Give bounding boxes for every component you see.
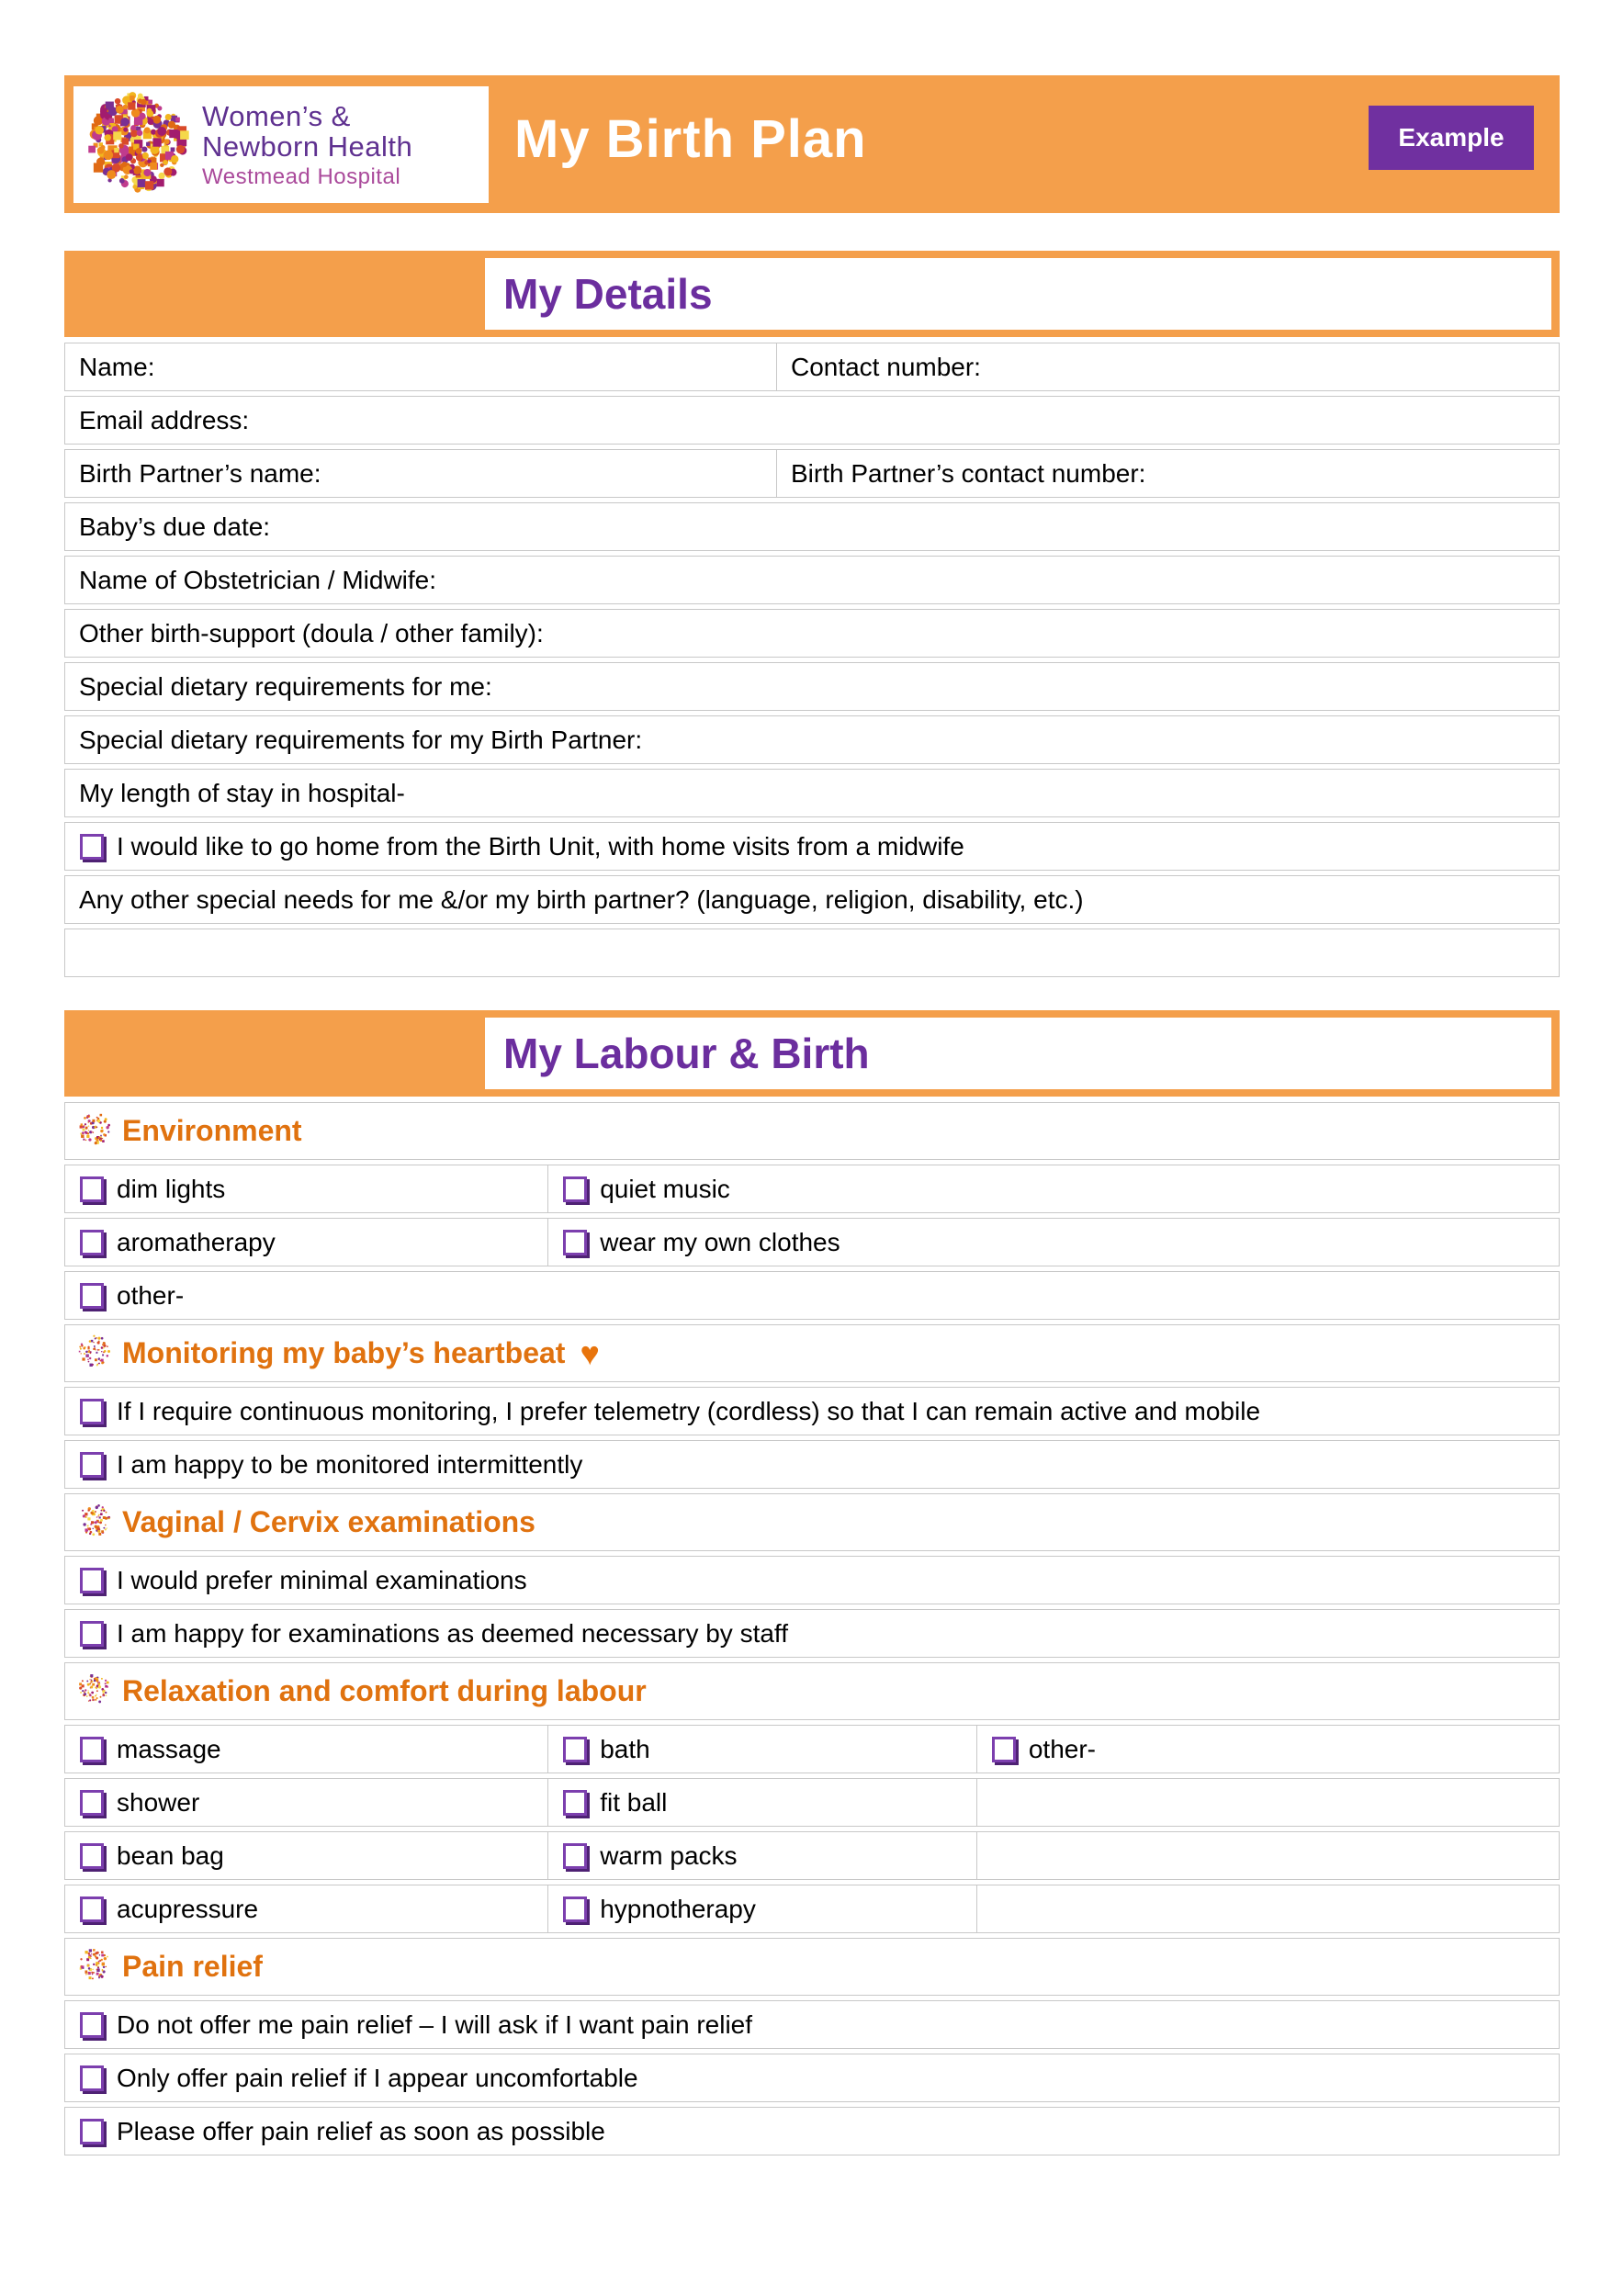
field-label: Do not offer me pain relief – I will ask if I want pain relief: [117, 2009, 753, 2039]
subsection-title: Monitoring my baby’s heartbeat: [122, 1336, 566, 1369]
subsection-header-monitoring-my-baby-s-heartbeat: [64, 1324, 1560, 1382]
table-cell: [65, 876, 1559, 923]
table-row: [64, 1725, 1560, 1773]
field-label: Any other special needs for me &/or my birth partner? (language, religion, disability, etc.): [79, 884, 1084, 914]
my-details-band: [64, 251, 1560, 337]
field-label: warm packs: [600, 1840, 738, 1870]
field-label: Special dietary requirements for me:: [79, 671, 492, 701]
logo-org-line1: Women’s &: [202, 99, 351, 132]
table-cell: [65, 2001, 1559, 2048]
heart-icon: ♥: [580, 1334, 600, 1372]
table-row: [64, 1218, 1560, 1266]
field-label: bath: [600, 1734, 650, 1763]
checkbox-warm-packs[interactable]: [563, 1843, 587, 1869]
table-cell: [547, 1165, 1559, 1212]
table-cell: [547, 1779, 976, 1826]
checkbox-massage[interactable]: [80, 1737, 104, 1762]
table-cell: [65, 823, 1559, 870]
field-label: Special dietary requirements for my Birth Partner:: [79, 725, 643, 754]
table-cell: [65, 929, 1559, 976]
checkbox-quiet-music[interactable]: [563, 1176, 587, 1202]
table-row: [64, 875, 1560, 924]
table-cell: [547, 1726, 976, 1773]
table-cell: [547, 1219, 1559, 1266]
field-label: Baby’s due date:: [79, 512, 271, 541]
table-cell: [65, 1272, 1559, 1319]
table-cell: [65, 1885, 547, 1932]
checkbox-other[interactable]: [80, 1283, 104, 1309]
table-row: [64, 1831, 1560, 1880]
table-row: [64, 822, 1560, 871]
field-label: fit ball: [600, 1787, 668, 1817]
logo-mosaic-icon: [86, 91, 189, 198]
table-cell: [776, 343, 1559, 390]
table-cell: [65, 450, 776, 497]
checkbox-wear-my-own-clothes[interactable]: [563, 1230, 587, 1255]
table-cell: [65, 1726, 547, 1773]
mosaic-icon: [78, 1503, 111, 1541]
mosaic-icon: [78, 1948, 111, 1986]
field-label: Email address:: [79, 405, 250, 434]
checkbox-other[interactable]: [992, 1737, 1016, 1762]
field-label: Name:: [79, 352, 155, 381]
field-label: If I require continuous monitoring, I prefer telemetry (cordless) so that I can remain active and mobile: [117, 1396, 1261, 1425]
table-row: [64, 343, 1560, 391]
table-row: [64, 1778, 1560, 1827]
field-label: wear my own clothes: [600, 1227, 840, 1256]
example-badge: Example: [1369, 106, 1534, 170]
logo-hospital-name: Westmead Hospital: [202, 163, 401, 189]
my-labour-birth-section: [64, 1010, 1560, 2155]
table-row: [64, 1440, 1560, 1489]
table-row: [64, 2107, 1560, 2155]
mosaic-icon: [78, 1334, 111, 1372]
my-details-title-box: [485, 258, 1551, 330]
table-cell: [65, 2108, 1559, 2155]
field-label: I would like to go home from the Birth Unit, with home visits from a midwife: [117, 831, 964, 861]
checkbox-fit-ball[interactable]: [563, 1790, 587, 1816]
document-header: [64, 75, 1560, 213]
my-labour-band: [64, 1010, 1560, 1097]
logo-org-line2: Newborn Health: [202, 130, 413, 163]
table-row: [64, 1165, 1560, 1213]
table-cell: [65, 770, 1559, 816]
checkbox-only-offer-pain-relief-if-i-appear-uncom[interactable]: [80, 2065, 104, 2091]
table-row: [64, 1885, 1560, 1933]
table-cell: [65, 397, 1559, 444]
table-cell: [65, 716, 1559, 763]
table-cell: [65, 343, 776, 390]
table-row: [64, 1387, 1560, 1435]
table-row: [64, 449, 1560, 498]
hospital-logo: [73, 86, 489, 203]
field-label: massage: [117, 1734, 221, 1763]
checkbox-aromatherapy[interactable]: [80, 1230, 104, 1255]
field-label: My length of stay in hospital-: [79, 778, 405, 807]
checkbox-bean-bag[interactable]: [80, 1843, 104, 1869]
field-label: Birth Partner’s contact number:: [790, 458, 1146, 488]
field-label: shower: [117, 1787, 200, 1817]
mosaic-icon: [78, 1672, 111, 1710]
checkbox-dim-lights[interactable]: [80, 1176, 104, 1202]
table-cell: [65, 1388, 1559, 1435]
field-label: Other birth-support (doula / other family):: [79, 618, 544, 647]
table-cell: [65, 1165, 547, 1212]
checkbox-do-not-offer-me-pain-relief-i-will-ask-i[interactable]: [80, 2012, 104, 2038]
table-cell: [65, 1610, 1559, 1657]
field-label: I am happy for examinations as deemed necessary by staff: [117, 1618, 788, 1648]
checkbox-i-would-like-to-go-home-from-the-birth-u[interactable]: [80, 834, 104, 860]
checkbox-i-am-happy-for-examinations-as-deemed-ne[interactable]: [80, 1621, 104, 1647]
field-label: Contact number:: [790, 352, 981, 381]
field-label: other-: [117, 1280, 185, 1310]
table-row: [64, 396, 1560, 445]
table-cell: [547, 1885, 976, 1932]
table-row: [64, 929, 1560, 977]
table-cell: [65, 1219, 547, 1266]
table-row: [64, 715, 1560, 764]
table-cell: [65, 1441, 1559, 1488]
field-label: I would prefer minimal examinations: [117, 1565, 527, 1594]
field-label: Only offer pain relief if I appear uncomfortable: [117, 2063, 638, 2092]
table-cell: [776, 450, 1559, 497]
checkbox-hypnotherapy[interactable]: [563, 1896, 587, 1922]
field-label: Name of Obstetrician / Midwife:: [79, 565, 437, 594]
mosaic-icon: [78, 1112, 111, 1150]
section-title-my-labour-birth: My Labour & Birth: [503, 1030, 870, 1077]
subsection-title: Vaginal / Cervix examinations: [122, 1505, 535, 1538]
my-details-section: [64, 251, 1560, 977]
table-cell: [65, 557, 1559, 603]
subsection-header-vaginal-cervix-examinations: [64, 1493, 1560, 1551]
table-row: [64, 662, 1560, 711]
table-row: [64, 1556, 1560, 1604]
field-label: other-: [1028, 1734, 1096, 1763]
subsection-header-relaxation-and-comfort-during-labour: [64, 1662, 1560, 1720]
logo-text: [202, 101, 412, 189]
table-row: [64, 502, 1560, 551]
checkbox-bath[interactable]: [563, 1737, 587, 1762]
checkbox-i-am-happy-to-be-monitored-intermittentl[interactable]: [80, 1452, 104, 1478]
checkbox-if-i-require-continuous-monitoring-i-pre[interactable]: [80, 1399, 104, 1424]
field-label: Birth Partner’s name:: [79, 458, 321, 488]
table-row: [64, 1609, 1560, 1658]
subsection-title: Environment: [122, 1114, 302, 1147]
table-row: [64, 609, 1560, 658]
subsection-title: Pain relief: [122, 1950, 263, 1983]
table-row: [64, 2054, 1560, 2102]
section-title-my-details: My Details: [503, 270, 713, 318]
my-labour-table: [64, 1102, 1560, 2155]
table-row: [64, 769, 1560, 817]
table-cell: [976, 1832, 1559, 1879]
table-cell: [65, 1779, 547, 1826]
checkbox-shower[interactable]: [80, 1790, 104, 1816]
table-row: [64, 1271, 1560, 1320]
table-cell: [547, 1832, 976, 1879]
subsection-header-environment: [64, 1102, 1560, 1160]
table-cell: [65, 610, 1559, 657]
table-cell: [65, 2054, 1559, 2101]
checkbox-please-offer-pain-relief-as-soon-as-poss[interactable]: [80, 2119, 104, 2144]
field-label: bean bag: [117, 1840, 224, 1870]
subsection-header-pain-relief: [64, 1938, 1560, 1996]
table-cell: [65, 663, 1559, 710]
table-cell: [976, 1885, 1559, 1932]
field-label: hypnotherapy: [600, 1894, 756, 1923]
field-label: Please offer pain relief as soon as possible: [117, 2116, 605, 2145]
table-cell: [976, 1779, 1559, 1826]
field-label: quiet music: [600, 1174, 730, 1203]
subsection-title: Relaxation and comfort during labour: [122, 1674, 647, 1707]
checkbox-i-would-prefer-minimal-examinations[interactable]: [80, 1568, 104, 1593]
table-cell: [976, 1726, 1559, 1773]
table-cell: [65, 1557, 1559, 1604]
my-details-table: [64, 343, 1560, 977]
checkbox-acupressure[interactable]: [80, 1896, 104, 1922]
field-label: I am happy to be monitored intermittently: [117, 1449, 583, 1479]
table-cell: [65, 503, 1559, 550]
field-label: aromatherapy: [117, 1227, 276, 1256]
my-labour-title-box: [485, 1018, 1551, 1089]
page-title: My Birth Plan: [514, 109, 867, 169]
table-cell: [65, 1832, 547, 1879]
table-row: [64, 2000, 1560, 2049]
field-label: acupressure: [117, 1894, 259, 1923]
table-row: [64, 556, 1560, 604]
field-label: dim lights: [117, 1174, 226, 1203]
